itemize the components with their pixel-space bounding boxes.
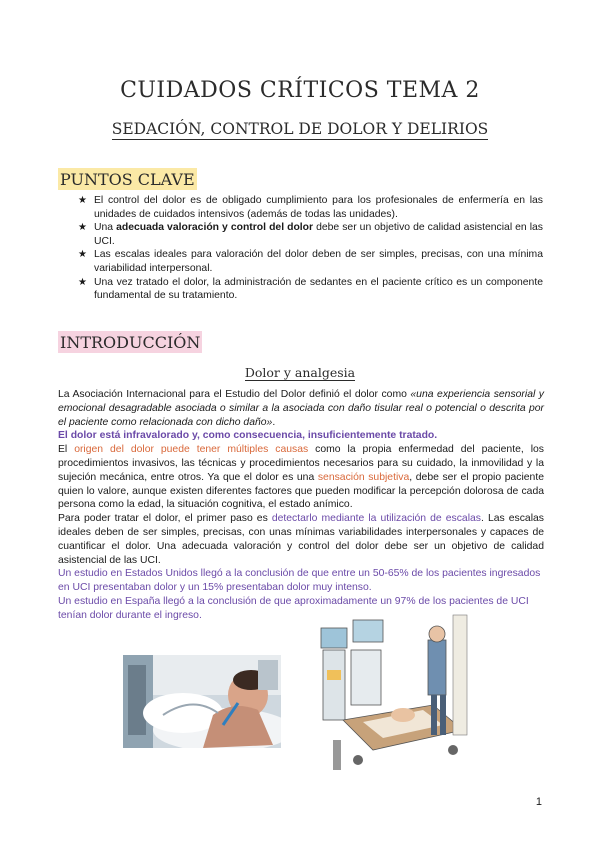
paragraph-text: . [272,416,276,428]
page-number: 1 [535,796,542,808]
list-item [78,221,543,248]
highlight-statement: El dolor está infravalorado y, como consecuencia, insuficientemente tratado. [58,430,438,442]
list-item-text: Una vez tratado el dolor, la administración de sedantes en el paciente crítico es un componente fundamental de su tratamiento. [94,276,543,302]
subheading-dolor-analgesia [0,365,600,380]
highlight-text: detectarlo mediante la utilización de escalas [271,513,481,525]
intro-body [58,388,544,623]
paragraph [58,443,544,512]
list-item-text: El control del dolor es de obligado cumplimiento para los profesionales de enfermería en las unidades de cuidados intensivos (además de todas las unidades). [94,195,543,220]
paragraph-text: como la propia enfermedad del paciente, los procedimientos invasivos, las técnicas y procedimientos necesarios para su cuidado, la inmovilidad y la sujeción mecánica, entre otros. Ya que el dolor es una [58,444,544,483]
star-icon: ★ [78,276,87,288]
list-item-text: Una [94,222,117,234]
section-heading-puntos-clave: PUNTOS CLAVE [60,170,195,189]
list-item [78,276,543,303]
definition-quote: «una experiencia sensorial y emocional desagradable asociada o similar a la asociada con daño tisular real o potencial o descrita por el paciente como relacionada con dicho daño» [58,389,544,428]
paragraph-text: La Asociación Internacional para el Estudio del Dolor definió el dolor como [58,389,411,400]
paragraph-text: Para poder tratar el dolor, el primer paso es [58,513,272,525]
subheading-text: Dolor y analgesia [244,365,356,380]
list-item [78,248,543,275]
list-item-text: debe ser un objetivo de calidad asistencial en las UCI. [94,222,544,247]
highlight-text: origen del dolor puede tener múltiples causas [74,444,309,456]
subtitle-text: SEDACIÓN, CONTROL DE DOLOR Y DELIRIOS [111,120,489,138]
list-item-text: Las escalas ideales para valoración del dolor deben de ser simples, precisas, con una mínima variabilidad interpersonal. [94,249,543,274]
icu-patient-photo [123,655,281,748]
paragraph-text: . Las escalas ideales deben de ser simples, precisas, con unas mínimas variabilidades interpersonales y capaces de cuantificar el dolor. Una adecuada valoración y control del dolor debe ser un objetivo de calidad asistencial de las UCI. [58,513,544,566]
page-title: CUIDADOS CRÍTICOS TEMA 2 [120,78,480,103]
section-heading-introduccion: INTRODUCCIÓN [60,333,201,352]
list-item [78,194,543,221]
key-points-list [78,194,543,303]
paragraph [58,512,544,567]
paragraph [58,388,544,429]
star-icon: ★ [78,249,87,261]
study-usa-paragraph: Un estudio en Estados Unidos llegó a la conclusión de que entre un 50-65% de los pacientes ingresados en UCI presentaban dolor y un 15% presentaban dolor muy intenso. [58,568,541,594]
star-icon: ★ [78,195,87,206]
list-item-bold-text: adecuada valoración y control del dolor [116,222,314,234]
study-spain-paragraph: Un estudio en España llegó a la conclusión de que aproximadamente un 97% de los pacientes de UCI tenían dolor durante el ingreso. [58,595,529,621]
paragraph-text: El [58,444,75,456]
star-icon: ★ [78,222,87,234]
page-subtitle [0,120,600,138]
icu-room-illustration [313,610,477,778]
highlight-text: sensación subjetiva [317,471,410,483]
paragraph-text: , debe ser el propio paciente quien lo valore, aunque existen diferentes factores que pueden modificar la percepción dolorosa de cada persona como la edad, la situación cognitiva, el estado anímico. [58,471,545,511]
